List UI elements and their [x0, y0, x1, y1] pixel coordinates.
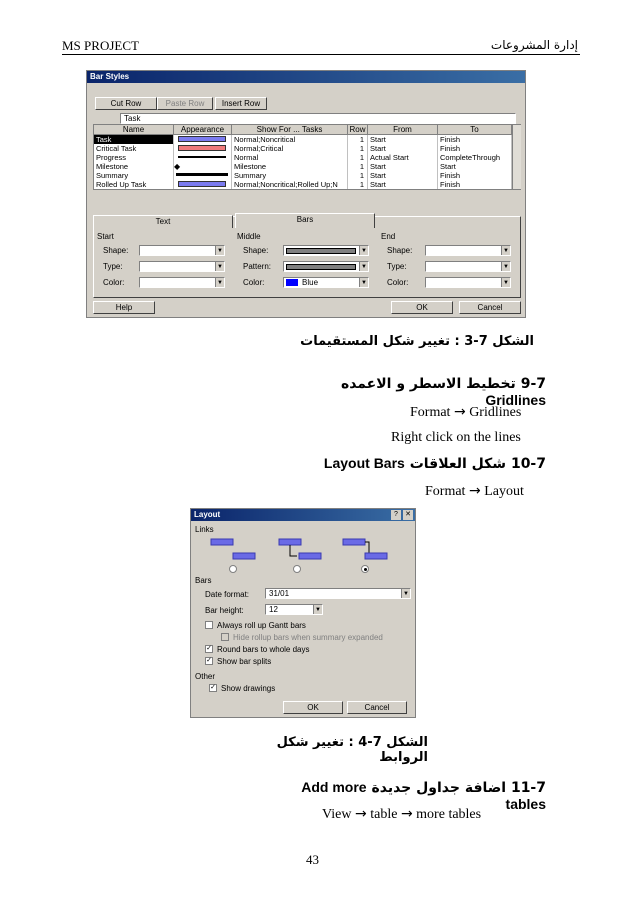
links-label: Links: [195, 525, 214, 534]
cell-name[interactable]: Summary: [94, 171, 174, 180]
link-style-3-bar-a: [343, 539, 365, 545]
header-right: إدارة المشروعات: [490, 38, 578, 52]
summary-swatch: [176, 173, 228, 176]
cell-to[interactable]: Finish: [438, 144, 512, 153]
layout-dialog: [190, 508, 416, 718]
section-10-en: Layout Bars: [323, 455, 405, 471]
chevron-down-icon[interactable]: ▼: [215, 262, 224, 271]
cell-from[interactable]: Start: [368, 135, 438, 144]
bar-height-label: Bar height:: [205, 606, 244, 615]
chevron-down-icon[interactable]: ▼: [215, 278, 224, 287]
section-11-en: Add more tables: [301, 779, 546, 812]
layout-checkbox-label: Always roll up Gantt bars: [217, 621, 306, 630]
start-field-select[interactable]: [139, 245, 225, 256]
middle-field-select[interactable]: [283, 277, 369, 288]
cell-show-for[interactable]: Normal;Critical: [232, 144, 348, 153]
date-format-label: Date format:: [205, 590, 250, 599]
section-11-ar: 11-7 اضافة جداول جديدة: [371, 780, 546, 796]
section-10-ar: 10-7 شكل العلاقات: [409, 456, 546, 472]
chevron-down-icon[interactable]: ▼: [401, 589, 410, 598]
chevron-down-icon[interactable]: ▼: [359, 278, 368, 287]
link-style-radio-1[interactable]: [229, 565, 237, 573]
bar-styles-table: [93, 124, 521, 190]
help-button[interactable]: Help: [93, 301, 155, 314]
show-drawings-label: Show drawings: [221, 684, 276, 693]
col-header-appearance[interactable]: Appearance: [174, 125, 232, 135]
chevron-down-icon[interactable]: ▼: [501, 278, 510, 287]
end-field-select[interactable]: [425, 261, 511, 272]
color-value: Blue: [302, 278, 319, 287]
layout-titlebar: Layout: [191, 509, 415, 521]
close-icon[interactable]: ✕: [403, 510, 413, 520]
paste-row-button[interactable]: Paste Row: [157, 97, 213, 110]
diamond-swatch: ◆: [174, 162, 181, 171]
chevron-down-icon[interactable]: ▼: [359, 262, 368, 271]
col-header-name[interactable]: Name: [94, 125, 174, 135]
blue-bar-swatch: [178, 136, 226, 142]
chevron-down-icon[interactable]: ▼: [501, 246, 510, 255]
chevron-down-icon[interactable]: ▼: [215, 246, 224, 255]
link-style-3-connector: [365, 542, 369, 553]
start-field-label: Type:: [103, 262, 123, 271]
blue-color-swatch: [286, 279, 298, 286]
middle-field-label: Shape:: [243, 246, 269, 255]
cell-show-for[interactable]: Normal;Noncritical: [232, 135, 348, 144]
red-bar-swatch: [178, 145, 226, 151]
appearance-swatch[interactable]: [174, 144, 232, 153]
layout-checkbox[interactable]: ✓: [206, 657, 212, 664]
link-style-3-bar-b: [365, 553, 387, 559]
cell-show-for[interactable]: Summary: [232, 171, 348, 180]
cell-from[interactable]: Start: [368, 144, 438, 153]
menu-view: View: [322, 807, 352, 822]
end-field-select[interactable]: [425, 245, 511, 256]
right-click-line: Right click on the lines: [391, 430, 521, 445]
section-10-heading: [300, 455, 546, 472]
menu-layout: Layout: [484, 484, 524, 499]
table-scrollbar[interactable]: [512, 125, 521, 189]
appearance-swatch[interactable]: [174, 162, 232, 171]
thin-black-swatch: [178, 156, 226, 158]
cell-show-for[interactable]: Milestone: [232, 162, 348, 171]
layout-checkbox[interactable]: [205, 621, 213, 629]
section-end: End: [381, 232, 396, 241]
link-style-1-bar-a: [211, 539, 233, 545]
middle-field-select[interactable]: [283, 245, 369, 256]
cell-name[interactable]: Milestone: [94, 162, 174, 171]
menu-format: Format: [410, 405, 451, 420]
start-field-select[interactable]: [139, 277, 225, 288]
layout-checkbox-label: Round bars to whole days: [217, 645, 310, 654]
middle-field-label: Pattern:: [243, 262, 272, 271]
chevron-down-icon[interactable]: ▼: [359, 246, 368, 255]
cell-row[interactable]: 1: [348, 180, 368, 189]
cell-row[interactable]: 1: [348, 162, 368, 171]
link-style-radio-2[interactable]: [293, 565, 301, 573]
menu-gridlines: Gridlines: [469, 405, 522, 420]
appearance-swatch[interactable]: [174, 153, 232, 162]
ok-button[interactable]: OK: [391, 301, 453, 314]
cell-to[interactable]: Finish: [438, 171, 512, 180]
blue-bar-swatch: [178, 181, 226, 187]
col-header-to[interactable]: To: [438, 125, 512, 135]
cell-row[interactable]: 1: [348, 153, 368, 162]
arrow-icon: →: [453, 404, 466, 420]
insert-row-button[interactable]: Insert Row: [215, 97, 267, 110]
cell-name[interactable]: Task: [94, 135, 174, 144]
appearance-swatch[interactable]: [174, 180, 232, 189]
col-header-row[interactable]: Row: [348, 125, 368, 135]
menu-format-2: Format: [425, 484, 466, 499]
figure-caption-1: الشكل 7-3 : تغيير شكل المستقيمات: [300, 334, 534, 349]
help-icon[interactable]: ?: [391, 510, 401, 520]
bar-height-value: 12: [269, 605, 278, 614]
end-field-label: Color:: [387, 278, 409, 287]
menu-table: table: [370, 807, 398, 822]
layout-checkbox-label: Hide rollup bars when summary expanded: [233, 633, 383, 642]
cell-row[interactable]: 1: [348, 171, 368, 180]
cell-from[interactable]: Start: [368, 171, 438, 180]
row-edit-input[interactable]: Task: [120, 113, 516, 124]
start-field-label: Color:: [103, 278, 125, 287]
cell-show-for[interactable]: Normal;Noncritical;Rolled Up;N: [232, 180, 348, 189]
cell-name[interactable]: Progress: [94, 153, 174, 162]
cell-to[interactable]: Start: [438, 162, 512, 171]
chevron-down-icon[interactable]: ▼: [501, 262, 510, 271]
layout-ok-button[interactable]: OK: [283, 701, 343, 714]
format-layout-line: [425, 483, 524, 500]
cell-from[interactable]: Actual Start: [368, 153, 438, 162]
middle-field-select[interactable]: [283, 261, 369, 272]
radio-selected-dot: [364, 568, 367, 571]
middle-field-label: Color:: [243, 278, 265, 287]
link-style-radio-3[interactable]: [361, 565, 369, 573]
link-style-2-bar-a: [279, 539, 301, 545]
figure-caption-2: الشكل 7-4 : تغيير شكل الروابط: [276, 735, 428, 765]
bar-styles-dialog: [86, 70, 526, 318]
gray-fill-swatch: [286, 248, 356, 254]
cell-from[interactable]: Start: [368, 180, 438, 189]
cell-row[interactable]: 1: [348, 144, 368, 153]
header-rule: [62, 54, 580, 55]
link-style-2-bar-b: [299, 553, 321, 559]
page-number: 43: [306, 852, 319, 867]
view-table-line: [322, 806, 481, 823]
arrow-icon: →: [468, 483, 481, 499]
section-9-en: Gridlines: [485, 392, 546, 408]
section-middle: Middle: [237, 232, 261, 241]
bars-label: Bars: [195, 576, 212, 585]
cancel-button[interactable]: Cancel: [459, 301, 521, 314]
section-start: Start: [97, 232, 114, 241]
tab-bars[interactable]: Bars: [235, 213, 375, 228]
link-style-1-bar-b: [233, 553, 255, 559]
header-left: MS PROJECT: [62, 38, 139, 53]
bar-styles-titlebar: Bar Styles: [87, 71, 525, 83]
date-format-select[interactable]: [265, 588, 411, 599]
link-style-2-connector: [290, 545, 297, 556]
start-field-select[interactable]: [139, 261, 225, 272]
other-label: Other: [195, 672, 216, 681]
arrow-icon: →: [354, 806, 367, 822]
arrow-icon: →: [400, 806, 413, 822]
col-header-from[interactable]: From: [368, 125, 438, 135]
tab-text[interactable]: Text: [93, 215, 233, 228]
show-drawings-checkbox[interactable]: ✓: [210, 684, 216, 691]
end-field-select[interactable]: [425, 277, 511, 288]
appearance-swatch[interactable]: [174, 135, 232, 144]
layout-cancel-button[interactable]: Cancel: [347, 701, 407, 714]
cell-name[interactable]: Rolled Up Task: [94, 180, 174, 189]
section-9-ar: 9-7 تخطيط الاسطر و الاعمده: [340, 376, 546, 392]
end-field-label: Type:: [387, 262, 407, 271]
cut-row-button[interactable]: Cut Row: [95, 97, 157, 110]
cell-show-for[interactable]: Normal: [232, 153, 348, 162]
cell-to[interactable]: Finish: [438, 180, 512, 189]
start-field-label: Shape:: [103, 246, 129, 255]
bar-height-select[interactable]: [265, 604, 323, 615]
cell-from[interactable]: Start: [368, 162, 438, 171]
appearance-swatch[interactable]: [174, 171, 232, 180]
cell-name[interactable]: Critical Task: [94, 144, 174, 153]
col-header-show-for[interactable]: Show For ... Tasks: [232, 125, 348, 135]
layout-checkbox[interactable]: [221, 633, 229, 641]
cell-to[interactable]: Finish: [438, 135, 512, 144]
format-gridlines-line: [410, 404, 521, 421]
layout-checkbox-label: Show bar splits: [217, 657, 272, 666]
cell-row[interactable]: 1: [348, 135, 368, 144]
end-field-label: Shape:: [387, 246, 413, 255]
gray-fill-swatch: [286, 264, 356, 270]
date-format-value: 31/01: [269, 589, 290, 598]
layout-checkbox[interactable]: ✓: [206, 645, 212, 652]
cell-to[interactable]: CompleteThrough: [438, 153, 512, 162]
chevron-down-icon[interactable]: ▼: [313, 605, 322, 614]
menu-more-tables: more tables: [416, 807, 482, 822]
